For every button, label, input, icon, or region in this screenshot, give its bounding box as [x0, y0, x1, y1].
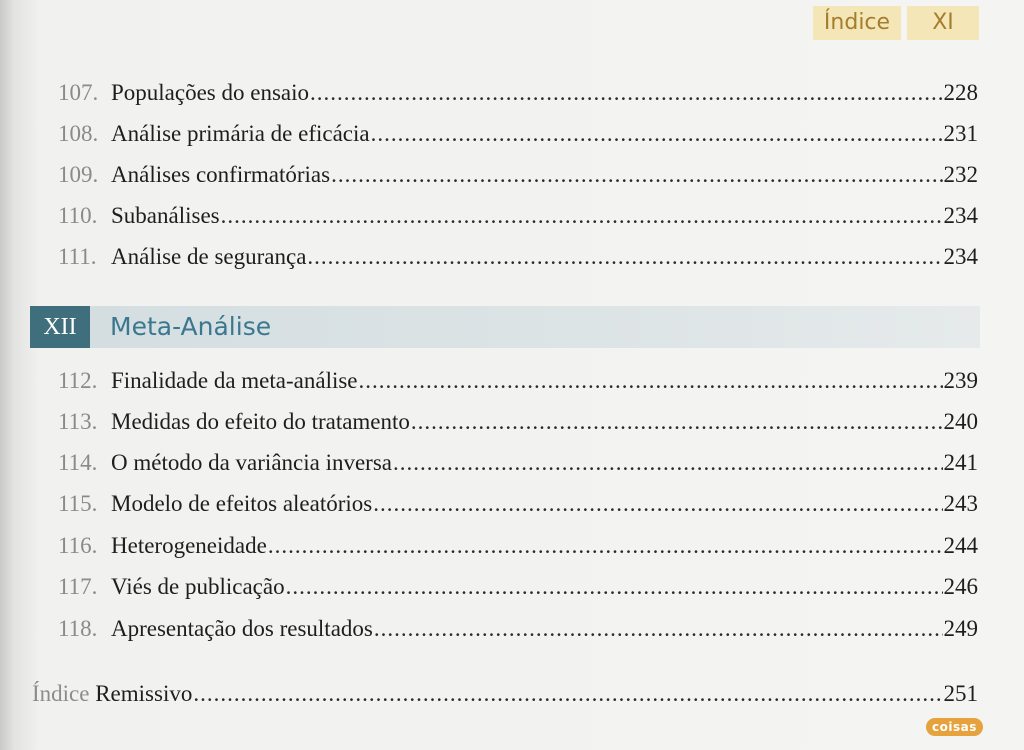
entry-number: 108.	[58, 121, 99, 146]
entry-page: 249	[943, 616, 978, 641]
leader-dots	[286, 570, 943, 604]
chapter-title[interactable]: Meta-Análise	[110, 312, 272, 341]
entry-title: Apresentação dos resultados	[111, 616, 373, 641]
entry-title: Análises confirmatórias	[111, 162, 331, 187]
entry-number: 114.	[58, 450, 98, 475]
entry-title: Medidas do efeito do tratamento	[111, 409, 410, 434]
entry-title: Viés de publicação	[111, 574, 285, 599]
leader-dots	[393, 446, 943, 480]
leader-dots	[373, 487, 942, 521]
toc-entry-115[interactable]	[58, 487, 978, 521]
leader-dots	[310, 76, 942, 110]
toc-entry-118[interactable]	[58, 612, 978, 646]
toc-entry-107[interactable]	[58, 76, 978, 110]
entry-title: Análise primária de eficácia	[111, 121, 370, 146]
leader-dots	[221, 199, 943, 233]
toc-entry-114[interactable]	[58, 446, 978, 480]
entry-title: Populações do ensaio	[111, 80, 310, 105]
entry-title: Análise de segurança	[111, 244, 307, 269]
index-entry-title	[32, 677, 192, 711]
entry-page: 240	[943, 409, 978, 434]
toc-entry-108[interactable]	[58, 117, 978, 151]
header-section-label: Índice	[813, 6, 901, 40]
toc-entry-116[interactable]	[58, 529, 978, 563]
entry-page: 234	[943, 203, 978, 228]
entry-number: 117.	[58, 574, 98, 599]
entry-number: 109.	[58, 162, 99, 187]
entry-number: 107.	[58, 80, 99, 105]
entry-page: 246	[943, 574, 978, 599]
entry-page: 231	[943, 121, 978, 146]
entry-number: 111.	[58, 244, 97, 269]
toc-entry-111[interactable]	[58, 240, 978, 274]
entry-number: 115.	[58, 491, 98, 516]
toc-entry-109[interactable]	[58, 158, 978, 192]
chapter-number: XII	[30, 306, 90, 348]
entry-number: 110.	[58, 203, 98, 228]
index-word: Índice	[32, 681, 90, 706]
entry-page: 251	[943, 681, 978, 706]
leader-dots	[268, 529, 943, 563]
toc-entry-index[interactable]	[32, 677, 978, 711]
entry-page: 234	[943, 244, 978, 269]
entry-number: 113.	[58, 409, 98, 434]
entry-page: 239	[943, 368, 978, 393]
leader-dots	[411, 405, 943, 439]
entry-title: Subanálises	[111, 203, 220, 228]
header-page-number: XI	[907, 6, 979, 40]
toc-entry-112[interactable]	[58, 364, 978, 398]
toc-entry-113[interactable]	[58, 405, 978, 439]
entry-page: 228	[943, 80, 978, 105]
entry-title: Modelo de efeitos aleatórios	[111, 491, 373, 516]
leader-dots	[193, 677, 942, 711]
entry-number: 112.	[58, 368, 98, 393]
index-rest: Remissivo	[89, 681, 193, 706]
entry-page: 244	[943, 533, 978, 558]
entry-number: 116.	[58, 533, 98, 558]
watermark-stamp: coisas	[926, 718, 983, 736]
leader-dots	[307, 240, 942, 274]
entry-title: Heterogeneidade	[111, 533, 267, 558]
leader-dots	[331, 158, 942, 192]
toc-entry-117[interactable]	[58, 570, 978, 604]
toc-entry-110[interactable]	[58, 199, 978, 233]
entry-page: 232	[943, 162, 978, 187]
entry-page: 243	[943, 491, 978, 516]
entry-title: O método da variância inversa	[111, 450, 392, 475]
entry-page: 241	[943, 450, 978, 475]
leader-dots	[371, 117, 943, 151]
entry-number: 118.	[58, 616, 98, 641]
entry-title: Finalidade da meta-análise	[111, 368, 358, 393]
leader-dots	[359, 364, 943, 398]
leader-dots	[374, 612, 943, 646]
